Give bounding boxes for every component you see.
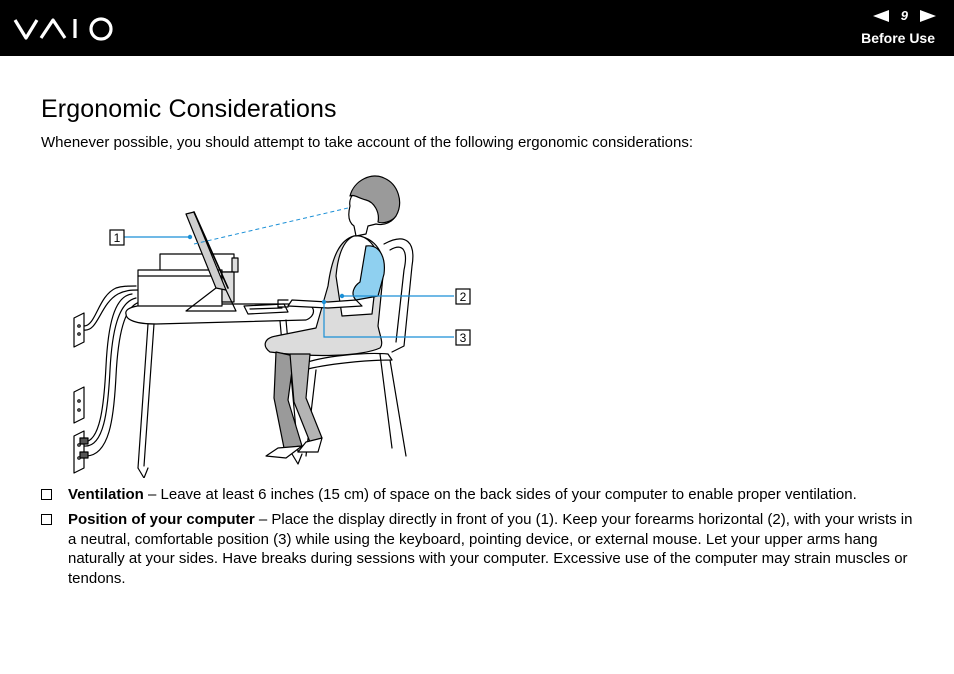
svg-text:3: 3 [459, 331, 467, 345]
list-item-position [41, 510, 915, 588]
header-bar [0, 0, 954, 56]
page-title: Ergonomic Considerations [41, 95, 337, 123]
section-label: Before Use [861, 30, 935, 46]
callout-2 [456, 289, 470, 304]
item-text: – Leave at least 6 inches (15 cm) of space on the back sides of your computer to enable proper ventilation. [143, 486, 857, 503]
intro-paragraph: Whenever possible, you should attempt to take account of the following ergonomic considerations: [41, 134, 694, 151]
ergonomic-illustration [66, 166, 486, 478]
previous-page-icon[interactable] [873, 10, 889, 22]
svg-text:1: 1 [113, 231, 121, 245]
next-page-icon[interactable] [920, 10, 936, 22]
item-lead: Ventilation [68, 486, 144, 503]
item-lead: Position of your computer [68, 511, 255, 528]
wall-outlet-icon [74, 313, 84, 347]
wall-outlet-icon [74, 387, 84, 423]
page-number: 9 [900, 8, 908, 23]
list-item-ventilation [41, 485, 915, 505]
item-text: – Place the display directly in front of you (1). Keep your forearms horizontal (2), with your wrists in a neutral, comfortable position (3) while using the keyboard, pointing device, or external mouse. Let your upper arms hang naturally at your sides. Have breaks during sessions with your computer. Excessive use of the computer may strain muscles or tendons. [68, 511, 913, 587]
vaio-logo[interactable] [13, 14, 121, 42]
page-navigation [873, 8, 936, 23]
svg-text:2: 2 [459, 290, 467, 304]
callout-3 [456, 330, 470, 345]
checkbox-bullet-icon [41, 514, 52, 525]
checkbox-bullet-icon [41, 489, 52, 500]
callout-1 [110, 230, 124, 245]
